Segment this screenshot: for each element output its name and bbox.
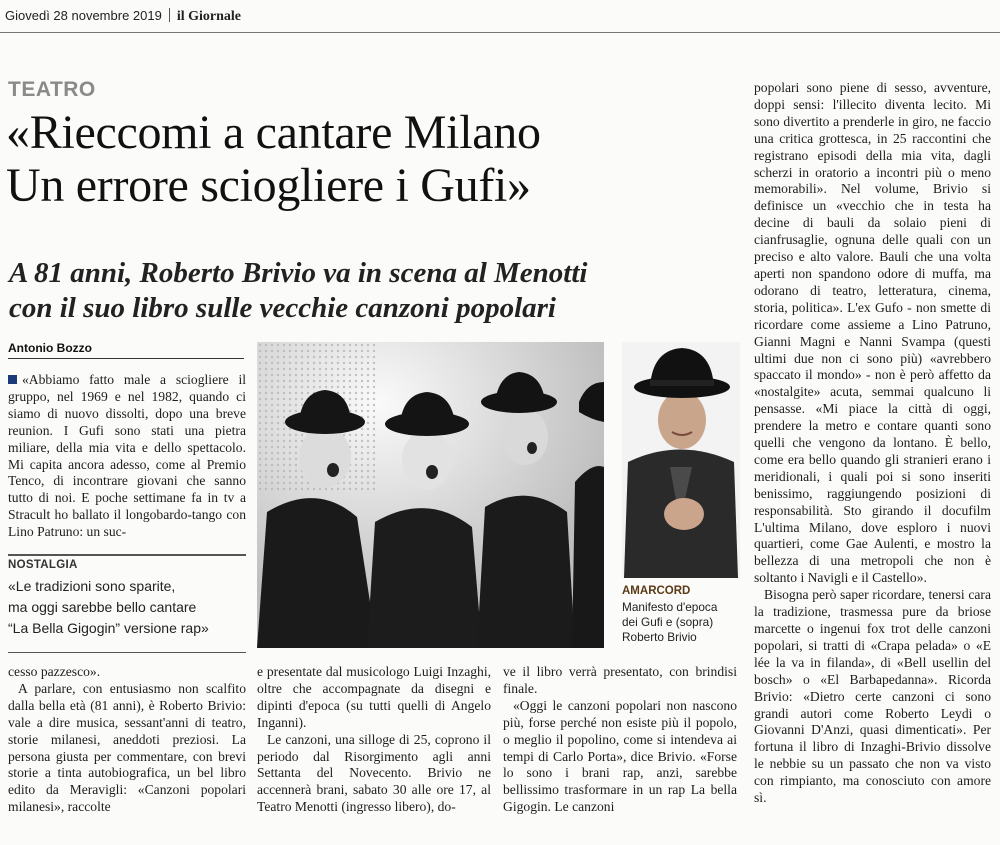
quote-line: “La Bella Gigogin” versione rap»	[8, 620, 209, 636]
article-column-1	[8, 664, 246, 816]
headline-line: «Rieccomi a cantare Milano	[6, 106, 541, 159]
article-headline	[6, 106, 746, 212]
header-divider	[169, 8, 170, 22]
sidebar-bottom-rule	[8, 652, 246, 653]
intro-text: «Abbiamo fatto male a sciogliere il gruppo, nel 1969 e nel 1982, quando ci siamo di nuovo dissolti, dopo una breve reunion. I Gufi sono stati una pietra miliare, della mia vita e dello spettacolo. Mi capita ancora adesso, come al Premio Tenco, di incontrare giovani che sanno tutto di noi. E poche settimane fa in tv a Stracult ho ballato il longobardo-tango con Lino Patruno: un suc-	[8, 372, 246, 540]
caption-line: Roberto Brivio	[622, 630, 697, 644]
header-rule	[0, 32, 1000, 33]
headline-line: Un errore sciogliere i Gufi»	[6, 159, 531, 212]
sidebar-label: NOSTALGIA	[8, 559, 78, 571]
photo-caption	[622, 600, 740, 645]
byline-rule	[8, 358, 244, 359]
paragraph: Le canzoni, una silloge di 25, coprono il periodo dal Risorgimento agli anni Settanta del Novecento. Brivio ne accennerà brani, sabato 30 alle ore 17, al Teatro Menotti (ingresso libero), do-	[257, 731, 491, 815]
gufi-poster-photo	[257, 342, 604, 648]
article-column-3	[503, 664, 737, 816]
article-column-4	[754, 80, 991, 807]
quote-line: «Le tradizioni sono sparite,	[8, 578, 176, 594]
sidebar-quote	[8, 576, 248, 639]
paragraph: ve il libro verrà presentato, con brindisi finale.	[503, 664, 737, 696]
subhead-line: A 81 anni, Roberto Brivio va in scena al Menotti	[9, 257, 588, 289]
subhead-line: con il suo libro sulle vecchie canzoni popolari	[9, 292, 556, 324]
newspaper-name: il Giornale	[176, 9, 241, 24]
paragraph: popolari sono piene di sesso, avventure, doppi sensi: l'illecito diventa lecito. Mi sono divertito a prenderle in giro, ne faccio una critica grottesca, in 25 raccontini che registrano episodi della mia vita, dagli scherzi in oratorio a incontri più o meno memorabili». Nel volume, Brivio si definisce un «vecchio che in testa ha decine di bauli da solaio pieni di cianfrusaglie, ognuna delle quali con un preciso e alto valore. Bauli che una volta aperti non spandono odore di muffa, ma odorano di teatro, letteratura, cinema, storia, politica». L'ex Gufo - non smette di ricordare come assieme a Lino Patruno, Gianni Magni e Nanni Svampa (questi ultimi due non ci sono più) «avrebbero spaccato il mondo» - non è però affetto da «nostalgite» acuta, semmai qualcuno li pensasse. «Mi piace la città di oggi, prendere la metro e contare quanti sono quelli che vengono da lontano. È bello, come era bello quando gli stranieri erano i meridionali, i quali poi si sono inseriti benissimo, raggiungendo posizioni di responsabilità. Sto girando il docufilm L'ultima Milano, dove esploro i nuovi quartieri, come Gae Aulenti, e mostro la bellezza di una metropoli che non è soltanto i Navigli e il Castello».	[754, 80, 991, 586]
caption-line: Manifesto d'epoca	[622, 600, 718, 614]
paragraph: cesso pazzesco».	[8, 664, 101, 679]
brivio-portrait-photo	[622, 342, 740, 578]
paragraph: «Oggi le canzoni popolari non nascono più, forse perché non esiste più il popolo, o meglio il popolino, come si intendeva ai tempi di Carlo Porta», dice Brivio. «Forse lo sono i brani rap, anzi, sarebbe bellissimo trasformare in un rap La bella Gigogin. Le canzoni	[503, 697, 737, 815]
paragraph: A parlare, con entusiasmo non scalfito dalla bella età (81 anni), è Roberto Brivio: vale a dire musica, sessant'anni di teatro, storie milanesi, aneddoti preziosi. La persona giusta per commentare, con brevi storie a tinta autobiografica, un bel libro edito da Meravigli: «Canzoni popolari milanesi», raccolte	[8, 680, 246, 815]
sidebar-rule	[8, 554, 246, 556]
issue-date: Giovedì 28 novembre 2019	[5, 8, 162, 23]
article-subhead	[9, 256, 739, 326]
paragraph: Bisogna però saper ricordare, tenersi cara la tradizione, trasmessa pure da briose marcette o ingenui fox trot delle canzoni popolari, si tratti di «Crapa pelada» o «E lée la va in filanda», di «Bell usellin del bosch» o «El Barbapedanna». Ricorda Brivio: «Dietro certe canzoni ci sono grandi autori come Roberto Leydi o Giovanni D'Anzi, quasi dimenticati». Per fortuna il libro di Inzaghi-Brivio dissolve le nebbie su un passato che non va visto con rimpianto, ma conosciuto con amore sì.	[754, 587, 991, 806]
byline: Antonio Bozzo	[8, 341, 92, 355]
quote-line: ma oggi sarebbe bello cantare	[8, 599, 197, 615]
caption-line: dei Gufi e (sopra)	[622, 615, 714, 629]
article-column-2	[257, 664, 491, 816]
section-kicker: TEATRO	[8, 78, 96, 101]
paragraph-square-icon	[8, 375, 17, 384]
article-intro	[8, 372, 246, 541]
caption-title: AMARCORD	[622, 585, 691, 597]
page-header	[5, 8, 241, 25]
paragraph: e presentate dal musicologo Luigi Inzaghi, oltre che accompagnate da disegni e dipinti d'epoca (su tutti quelli di Angelo Inganni).	[257, 664, 491, 730]
